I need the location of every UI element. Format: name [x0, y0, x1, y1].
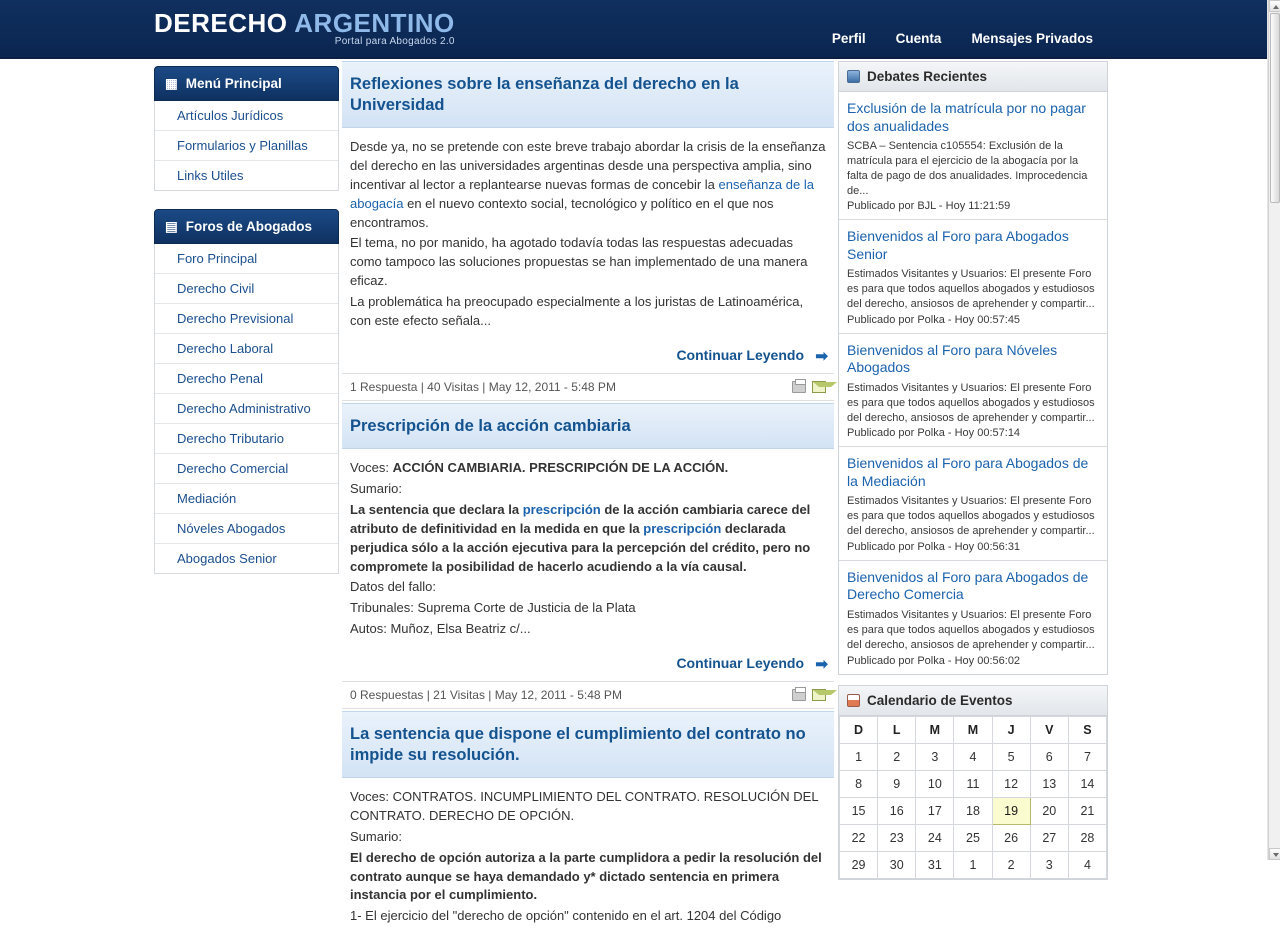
sidebar-item-mediacion[interactable]: Mediación	[155, 484, 338, 514]
sumario-text: El derecho de opción autoriza a la parte cumplidora a pedir la resolución del contrato aunque se haya demandado y* dictado sentencia en primera instancia por el cumplimiento.	[350, 849, 822, 903]
site-header	[0, 0, 1268, 59]
calendar-day[interactable]: 25	[954, 824, 992, 851]
sidebar-item-derecho-previsional[interactable]: Derecho Previsional	[155, 304, 338, 334]
calendar-day[interactable]: 4	[1068, 851, 1106, 878]
calendar-day[interactable]: 24	[916, 824, 954, 851]
calendar-week-row	[840, 824, 1107, 851]
article-item	[342, 61, 834, 401]
calendar-day-today[interactable]: 19	[992, 797, 1030, 824]
top-navigation	[832, 31, 1093, 46]
debates-panel-header	[839, 62, 1107, 92]
calendar-weekday: M	[954, 716, 992, 743]
article-paragraph: El tema, no por manido, ha agotado todavía todas las respuestas adecuadas como tampoco las soluciones propuestas se han implementado de una manera eficaz.	[350, 235, 808, 289]
right-column	[838, 61, 1108, 890]
calendar-day[interactable]: 15	[840, 797, 878, 824]
chevron-down-icon	[1273, 853, 1279, 857]
calendar-day[interactable]: 2	[992, 851, 1030, 878]
debate-title[interactable]	[847, 455, 1099, 490]
autos-text: Autos: Muñoz, Elsa Beatriz c/...	[350, 621, 531, 637]
calendar-weekday: V	[1030, 716, 1068, 743]
forum-icon: ▤	[165, 218, 178, 234]
calendar-day[interactable]: 2	[878, 743, 916, 770]
scrollbar-thumb[interactable]	[1270, 13, 1280, 203]
calendar-week-row	[840, 851, 1107, 878]
sidebar-title-foros: Foros de Abogados	[185, 219, 313, 234]
calendar-weekday: L	[878, 716, 916, 743]
inline-link-ensenanza-abogacia[interactable]: enseñanza de la abogacía	[350, 176, 814, 211]
calendar-day[interactable]: 22	[840, 824, 878, 851]
calendar-week-row	[840, 743, 1107, 770]
debate-excerpt: Estimados Visitantes y Usuarios: El presente Foro es para que todos aquellos abogados y estudiosos del derecho, ansiosos de aprehender y compartir...	[847, 268, 1095, 311]
debate-meta: Publicado por Polka - Hoy 00:56:02	[847, 654, 1021, 667]
debate-item	[839, 92, 1107, 220]
debate-title-link[interactable]: Exclusión de la matrícula por no pagar dos anualidades	[847, 100, 1086, 134]
calendar-day[interactable]: 31	[916, 851, 954, 878]
article-text-part: Desde ya, no se pretende con este breve trabajo abordar la crisis de la enseñanza del derecho en las universidades argentinas desde una perspectiva amplia, sino incentivar al lector a replantearse nuevas formas de concebir la	[350, 139, 826, 192]
calendar-day[interactable]: 16	[878, 797, 916, 824]
calendar-day[interactable]: 20	[1030, 797, 1068, 824]
sidebar-title-menu-principal: Menú Principal	[185, 76, 282, 91]
sidebar-list-foros	[154, 244, 339, 574]
debate-meta: Publicado por Polka - Hoy 00:57:14	[847, 427, 1021, 440]
continue-reading-link[interactable]	[342, 641, 834, 677]
sidebar-header-menu-principal	[154, 66, 339, 101]
email-icon[interactable]	[812, 689, 826, 701]
debate-title-link[interactable]: Bienvenidos al Foro para Abogados Senior	[847, 228, 1069, 262]
debate-title-link[interactable]: Bienvenidos al Foro para Abogados de la Mediación	[847, 455, 1089, 489]
tribunales-text: Tribunales: Suprema Corte de Justicia de la Plata	[350, 600, 636, 616]
debate-item	[839, 561, 1107, 674]
debate-title[interactable]	[847, 228, 1099, 263]
article-title[interactable]: Reflexiones sobre la enseñanza del derecho en la Universidad	[342, 61, 834, 128]
debate-meta: Publicado por BJL - Hoy 11:21:59	[847, 200, 1011, 213]
grid-icon: ▦	[165, 75, 178, 91]
chevron-up-icon	[1273, 5, 1279, 9]
article-title[interactable]: Prescripción de la acción cambiaria	[342, 403, 834, 450]
article-meta-text: 0 Respuestas | 21 Visitas | May 12, 2011 - 5:48 PM	[350, 687, 622, 702]
sidebar-item-derecho-laboral[interactable]: Derecho Laboral	[155, 334, 338, 364]
calendar-day[interactable]: 4	[954, 743, 992, 770]
debate-title[interactable]	[847, 569, 1099, 604]
voces-label: Voces:	[350, 789, 390, 805]
calendar-day[interactable]: 5	[992, 743, 1030, 770]
calendar-day[interactable]: 23	[878, 824, 916, 851]
nav-item-mensajes-privados[interactable]: Mensajes Privados	[971, 31, 1093, 46]
debate-excerpt: SCBA – Sentencia c105554: Exclusión de la matrícula para el ejercicio de la abogacía por la falta de pago de dos anualidades. Improcedencia de...	[847, 140, 1088, 197]
debates-panel-title: Debates Recientes	[867, 69, 988, 84]
vertical-scrollbar[interactable]	[1268, 0, 1280, 860]
sidebar-item-derecho-comercial[interactable]: Derecho Comercial	[155, 454, 338, 484]
article-paragraph	[350, 459, 826, 478]
content-area	[0, 61, 1268, 924]
arrow-right-icon: ➡	[815, 347, 828, 365]
calendar-day[interactable]: 1	[954, 851, 992, 878]
calendar-week-row	[840, 770, 1107, 797]
article-body	[342, 778, 834, 926]
sumario-text	[350, 501, 826, 576]
calendar-day[interactable]: 12	[992, 770, 1030, 797]
sidebar-item-derecho-penal[interactable]: Derecho Penal	[155, 364, 338, 394]
calendar-panel-title: Calendario de Eventos	[867, 692, 1013, 708]
debates-icon	[847, 70, 860, 83]
inline-link-prescripcion-1[interactable]: prescripción	[522, 502, 601, 517]
voces-value: ACCIÓN CAMBIARIA. PRESCRIPCIÓN DE LA ACCIÓN.	[392, 460, 729, 476]
calendar-day[interactable]: 26	[992, 824, 1030, 851]
voces-label: Voces:	[350, 460, 390, 476]
debate-title-link[interactable]: Bienvenidos al Foro para Nóveles Abogados	[847, 341, 1058, 376]
debate-item	[839, 334, 1107, 448]
site-logo[interactable]	[154, 8, 455, 47]
calendar-day[interactable]: 8	[840, 770, 878, 797]
main-article-list	[342, 61, 834, 928]
calendar-day[interactable]: 9	[878, 770, 916, 797]
article-text-part: en el nuevo contexto social, tecnológico y político en el que nos encontramos.	[350, 195, 774, 230]
article-action-icons	[792, 689, 826, 701]
sidebar-item-derecho-civil[interactable]: Derecho Civil	[155, 274, 338, 304]
logo-secondary: ARGENTINO	[294, 8, 455, 38]
inline-link-prescripcion-2[interactable]: prescripción	[643, 520, 722, 536]
debate-excerpt: Estimados Visitantes y Usuarios: El presente Foro es para que todos aquellos abogados y estudiosos del derecho, ansiosos de aprehender y compartir...	[847, 381, 1095, 424]
logo-primary: DERECHO	[154, 8, 295, 38]
sidebar-item-links-utiles[interactable]: Links Utiles	[177, 168, 244, 183]
sidebar-header-foros	[154, 209, 339, 244]
debate-excerpt: Estimados Visitantes y Usuarios: El presente Foro es para que todos aquellos abogados y estudiosos del derecho, ansiosos de aprehender y compartir...	[847, 495, 1095, 538]
email-icon[interactable]	[812, 381, 826, 393]
debate-meta: Publicado por Polka - Hoy 00:57:45	[847, 313, 1021, 326]
calendar-weekday: M	[916, 716, 954, 743]
nav-item-perfil[interactable]: Perfil	[831, 31, 866, 46]
calendar-day[interactable]: 27	[1030, 824, 1068, 851]
article-paragraph	[350, 138, 826, 232]
article-meta-text: 1 Respuesta | 40 Visitas | May 12, 2011 - 5:48 PM	[350, 379, 616, 394]
logo-tagline: Portal para Abogados 2.0	[334, 36, 455, 47]
sidebar	[154, 66, 339, 592]
sidebar-item-derecho-tributario[interactable]: Derecho Tributario	[155, 424, 338, 454]
continue-reading-label: Continuar Leyendo	[676, 654, 804, 671]
debate-item	[839, 447, 1107, 561]
print-icon[interactable]	[792, 381, 806, 393]
sidebar-item-articulos-juridicos[interactable]: Artículos Jurídicos	[155, 101, 338, 131]
calendar-icon	[847, 694, 860, 707]
sumario-part: La sentencia que declara la	[350, 502, 523, 517]
article-meta	[342, 681, 834, 709]
sidebar-item-abogados-senior[interactable]: Abogados Senior	[177, 551, 277, 566]
article-paragraph: La problemática ha preocupado especialmente a los juristas de Latinoamérica, con este efecto señala...	[350, 294, 804, 328]
article-body	[342, 449, 834, 639]
calendar-day[interactable]: 6	[1030, 743, 1068, 770]
nav-item-cuenta[interactable]: Cuenta	[895, 31, 942, 46]
calendar-day[interactable]: 14	[1068, 770, 1106, 797]
debate-title[interactable]	[847, 342, 1099, 377]
scrollbar-up-button[interactable]	[1269, 0, 1280, 12]
sumario-label: Sumario:	[350, 828, 403, 844]
logo-text	[154, 8, 455, 39]
calendar-day[interactable]: 17	[916, 797, 954, 824]
calendar-weekday-row	[840, 716, 1107, 743]
article-item	[342, 711, 834, 926]
calendar-weekday: J	[992, 716, 1030, 743]
debates-panel	[838, 61, 1108, 675]
calendar-day[interactable]: 29	[840, 851, 878, 878]
calendar-weekday: D	[840, 716, 878, 743]
sumario-part: declarada perjudica sólo a la acción ejecutiva para la percepción del crédito, pero no compromete la posibilidad de hacerlo acudiendo a la vía causal.	[350, 520, 811, 574]
debate-title-link[interactable]: Bienvenidos al Foro para Abogados de Derecho Comercia	[847, 568, 1089, 603]
article-title[interactable]: La sentencia que dispone el cumplimiento del contrato no impide su resolución.	[342, 711, 834, 778]
scrollbar-down-button[interactable]	[1269, 848, 1280, 860]
article-item	[342, 403, 834, 709]
article-body	[342, 128, 834, 330]
calendar-day[interactable]: 30	[878, 851, 916, 878]
article-tail-text: 1- El ejercicio del "derecho de opción" contenido en el art. 1204 del Código	[350, 908, 782, 924]
sumario-label: Sumario:	[350, 481, 403, 497]
events-calendar	[839, 716, 1107, 879]
print-icon[interactable]	[792, 689, 806, 701]
article-action-icons	[792, 381, 826, 393]
datos-fallo-label: Datos del fallo:	[350, 579, 436, 595]
sumario-part: de la acción cambiaria carece del atributo de definitividad en la medida en que la	[350, 502, 811, 536]
debate-title[interactable]	[847, 100, 1099, 135]
calendar-day[interactable]: 3	[916, 743, 954, 770]
debate-meta: Publicado por Polka - Hoy 00:56:31	[847, 540, 1021, 553]
calendar-day[interactable]: 11	[954, 770, 992, 797]
sidebar-item-derecho-administrativo[interactable]: Derecho Administrativo	[155, 394, 338, 424]
sidebar-item-foro-principal[interactable]: Foro Principal	[155, 244, 338, 274]
calendar-day[interactable]: 1	[840, 743, 878, 770]
sidebar-list-menu-principal	[154, 101, 339, 191]
calendar-panel	[838, 685, 1108, 880]
calendar-day[interactable]: 21	[1068, 797, 1106, 824]
calendar-day[interactable]: 3	[1030, 851, 1068, 878]
calendar-week-row	[840, 797, 1107, 824]
sidebar-item-formularios-planillas[interactable]: Formularios y Planillas	[155, 131, 338, 161]
continue-reading-label: Continuar Leyendo	[676, 346, 804, 363]
sidebar-item-noveles-abogados[interactable]: Nóveles Abogados	[155, 514, 338, 544]
continue-reading-link[interactable]	[342, 333, 834, 369]
calendar-day[interactable]: 7	[1068, 743, 1106, 770]
arrow-right-icon: ➡	[815, 655, 828, 673]
calendar-weekday: S	[1068, 716, 1106, 743]
article-meta	[342, 373, 834, 401]
article-paragraph	[350, 788, 826, 826]
calendar-day[interactable]: 10	[916, 770, 954, 797]
voces-value: CONTRATOS. INCUMPLIMIENTO DEL CONTRATO. RESOLUCIÓN DEL CONTRATO. DERECHO DE OPCIÓN.	[350, 789, 819, 823]
calendar-day[interactable]: 13	[1030, 770, 1068, 797]
calendar-day[interactable]: 18	[954, 797, 992, 824]
debate-item	[839, 220, 1107, 334]
calendar-panel-header	[839, 686, 1107, 716]
calendar-day[interactable]: 28	[1068, 824, 1106, 851]
debate-excerpt: Estimados Visitantes y Usuarios: El presente Foro es para que todos aquellos abogados y estudiosos del derecho, ansiosos de aprehender y compartir...	[847, 608, 1095, 651]
